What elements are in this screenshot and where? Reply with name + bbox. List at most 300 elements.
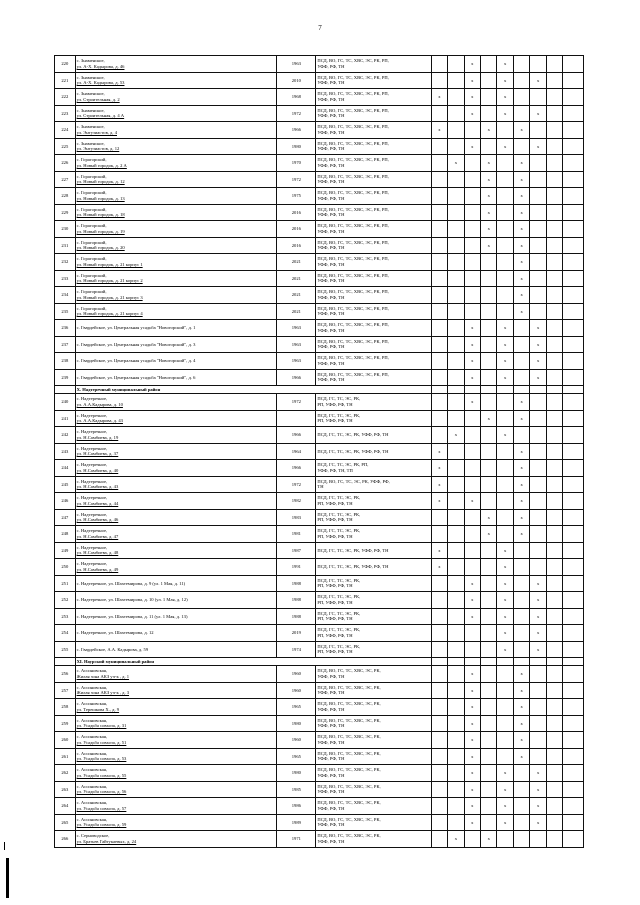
works-line-1: ПСД, ВО, ГС, ТС, ХВС, ЭС, РК, РП, [317, 140, 389, 146]
table-row [55, 89, 584, 106]
year-plan-cell: x [513, 221, 529, 238]
year-cell: 1988 [277, 575, 316, 592]
year-plan-cell [563, 493, 584, 510]
year-plan-cell: x [448, 831, 464, 848]
year-plan-cell [546, 608, 562, 625]
works-line-2: РП, УФФ, РФ, ТН [317, 583, 353, 589]
row-number: 259 [55, 715, 76, 732]
year-cell: 1980 [277, 138, 316, 155]
works-line-1: ПСД, ВО, ГС, ТС, ХВС, ЭС, РК, РП, [317, 338, 389, 344]
row-number: 231 [55, 237, 76, 254]
year-plan-cell [448, 122, 464, 139]
year-plan-cell [431, 592, 447, 609]
year-plan-cell: x [513, 443, 529, 460]
year-plan-cell [530, 559, 546, 576]
year-plan-cell: x [464, 715, 480, 732]
section-empty-cell [431, 658, 447, 666]
works-line-2: УФФ, РФ, ТН [317, 690, 345, 696]
row-number: 225 [55, 138, 76, 155]
address-cell [75, 237, 277, 254]
year-cell: 1988 [277, 592, 316, 609]
year-plan-cell [563, 625, 584, 642]
row-number: 228 [55, 188, 76, 205]
works-cell [316, 682, 431, 699]
address-line-1: с. Горагорский, [76, 239, 107, 245]
year-plan-cell [530, 155, 546, 172]
year-plan-cell [546, 814, 562, 831]
row-number: 229 [55, 204, 76, 221]
works-line-2: УФФ, РФ, ТН [317, 146, 345, 152]
year-cell: 1985 [277, 781, 316, 798]
works-cell [316, 155, 431, 172]
year-plan-cell [546, 666, 562, 683]
year-plan-cell [448, 666, 464, 683]
address-line-2: ул. А.А.Кадырова, д. 10 [76, 401, 123, 407]
year-plan-cell: x [464, 575, 480, 592]
address-line-2: ул. Братьев Гайтукаевых, д. 24 [76, 838, 137, 844]
works-cell [316, 509, 431, 526]
year-plan-cell [497, 460, 513, 477]
year-plan-cell [431, 303, 447, 320]
year-plan-cell [448, 303, 464, 320]
year-plan-cell: x [513, 410, 529, 427]
year-cell: 2010 [277, 72, 316, 89]
year-cell: 2016 [277, 237, 316, 254]
year-plan-cell [481, 682, 497, 699]
address-line-2: ул. Усадьба совхоза, д. 59 [76, 822, 127, 828]
year-plan-cell [546, 287, 562, 304]
year-plan-cell [530, 542, 546, 559]
works-line-2: УФФ, РФ, ТН [317, 377, 345, 383]
table-row [55, 509, 584, 526]
works-line-2: УФФ, РФ, ТН [317, 278, 345, 284]
works-line-2: УФФ, РФ, ТН [317, 327, 345, 333]
works-cell [316, 542, 431, 559]
year-plan-cell [546, 138, 562, 155]
works-line-2: РП, УФФ, РФ, ТН [317, 599, 353, 605]
works-cell [316, 105, 431, 122]
year-plan-cell [448, 575, 464, 592]
works-cell [316, 270, 431, 287]
year-plan-cell [497, 270, 513, 287]
year-cell: 1986 [277, 798, 316, 815]
year-plan-cell: x [481, 237, 497, 254]
year-plan-cell [481, 666, 497, 683]
works-cell [316, 715, 431, 732]
year-plan-cell [431, 287, 447, 304]
year-plan-cell: x [497, 781, 513, 798]
year-plan-cell: x [530, 72, 546, 89]
works-line-2: УФФ, РФ, ТН [317, 805, 345, 811]
year-plan-cell [497, 493, 513, 510]
year-cell: 1987 [277, 542, 316, 559]
year-plan-cell [481, 254, 497, 271]
address-line-1: с. Надтеречное, [76, 445, 108, 451]
row-number: 251 [55, 575, 76, 592]
works-cell [316, 171, 431, 188]
works-line-1: ПСД, ВО, ГС, ТС, ХВС, ЭС, РК, [317, 767, 381, 773]
year-plan-cell: x [431, 476, 447, 493]
year-plan-cell [546, 89, 562, 106]
row-number: 244 [55, 460, 76, 477]
year-plan-cell [546, 798, 562, 815]
year-plan-cell [563, 105, 584, 122]
works-cell [316, 765, 431, 782]
year-plan-cell [448, 105, 464, 122]
year-cell: 1972 [277, 105, 316, 122]
year-plan-cell [497, 188, 513, 205]
year-plan-cell [481, 303, 497, 320]
works-line-1: ПСД, ГС, ТС, ЭС, РК, [317, 610, 361, 616]
year-plan-cell [448, 765, 464, 782]
year-plan-cell [448, 270, 464, 287]
year-plan-cell [563, 320, 584, 337]
year-plan-cell [530, 443, 546, 460]
year-plan-cell [546, 682, 562, 699]
address-line-1: с. Горагорский, [76, 289, 107, 295]
year-plan-cell [431, 732, 447, 749]
row-number: 226 [55, 155, 76, 172]
year-plan-cell [481, 592, 497, 609]
works-line-1: ПСД, ГС, ТС, ЭС, РК, [317, 495, 361, 501]
year-plan-cell: x [497, 353, 513, 370]
works-line-1: ПСД, ГС, ТС, ЭС, РК, [317, 412, 361, 418]
year-plan-cell: x [513, 287, 529, 304]
table-row [55, 608, 584, 625]
year-plan-cell: x [481, 188, 497, 205]
year-plan-cell: x [481, 122, 497, 139]
year-plan-cell [546, 105, 562, 122]
address-line-2: ул. Н.Самбиева, д. 46 [76, 517, 119, 523]
works-cell [316, 575, 431, 592]
address-cell [75, 410, 277, 427]
address-line-2: ул. Н.Самбиева, д. 48 [76, 550, 119, 556]
year-plan-cell [431, 221, 447, 238]
year-plan-cell [464, 509, 480, 526]
year-plan-cell: x [513, 732, 529, 749]
year-plan-cell [563, 682, 584, 699]
year-plan-cell [448, 287, 464, 304]
year-plan-cell [546, 353, 562, 370]
works-cell [316, 559, 431, 576]
year-plan-cell: x [481, 155, 497, 172]
year-plan-cell [546, 641, 562, 658]
table-row [55, 303, 584, 320]
works-line-1: ПСД, ГС, ТС, ЭС, РК, УФФ, РФ, ТН [317, 564, 389, 570]
table-row [55, 122, 584, 139]
year-plan-cell [448, 320, 464, 337]
year-plan-cell [530, 410, 546, 427]
year-plan-cell [481, 641, 497, 658]
year-cell: 1963 [277, 353, 316, 370]
year-plan-cell [481, 748, 497, 765]
works-line-1: ПСД, ВО, ГС, ТС, ХВС, ЭС, РК, РП, [317, 256, 389, 262]
works-cell [316, 287, 431, 304]
year-plan-cell [464, 625, 480, 642]
works-line-1: ПСД, ВО, ГС, ТС, ХВС, ЭС, РК, РП, [317, 322, 389, 328]
row-number: 234 [55, 287, 76, 304]
year-cell: 1980 [277, 765, 316, 782]
row-number: 230 [55, 221, 76, 238]
address-line-1: с. Знаменское, [76, 107, 105, 113]
address-line-1: с. Горагорский, [76, 305, 107, 311]
year-plan-cell [546, 369, 562, 386]
address-line-2: ул. Строительная, д. 2 [76, 96, 120, 102]
year-plan-cell [563, 155, 584, 172]
works-line-2: УФФ, РФ, ТН [317, 344, 345, 350]
year-plan-cell [464, 443, 480, 460]
year-cell: 1964 [277, 443, 316, 460]
address-cell [75, 369, 277, 386]
works-line-1: ПСД, ВО, ГС, ТС, ХВС, ЭС, РК, РП, [317, 91, 389, 97]
year-plan-cell [431, 155, 447, 172]
year-plan-cell [497, 394, 513, 411]
table-row [55, 155, 584, 172]
year-plan-cell: x [497, 369, 513, 386]
row-number: 239 [55, 369, 76, 386]
year-plan-cell: x [481, 204, 497, 221]
row-number: 258 [55, 699, 76, 716]
year-plan-cell [563, 122, 584, 139]
row-number: 224 [55, 122, 76, 139]
year-plan-cell [563, 89, 584, 106]
year-plan-cell: x [513, 476, 529, 493]
year-plan-cell [431, 699, 447, 716]
margin-bar [6, 858, 9, 898]
year-plan-cell [448, 592, 464, 609]
address-cell [75, 443, 277, 460]
year-plan-cell [546, 410, 562, 427]
year-plan-cell: x [497, 542, 513, 559]
works-line-1: ПСД, ГС, ТС, ЭС, РК, [317, 643, 361, 649]
year-plan-cell: x [513, 122, 529, 139]
address-cell [75, 559, 277, 576]
year-plan-cell [464, 303, 480, 320]
year-plan-cell [563, 781, 584, 798]
year-plan-cell: x [431, 443, 447, 460]
year-plan-cell [464, 427, 480, 444]
address-line-2: ул. Н.Самбиева, д. 40 [76, 467, 119, 473]
year-plan-cell [481, 699, 497, 716]
year-plan-cell [546, 155, 562, 172]
year-plan-cell [563, 608, 584, 625]
year-plan-cell: x [497, 56, 513, 73]
year-plan-cell: x [513, 699, 529, 716]
row-number: 232 [55, 254, 76, 271]
works-line-2: УФФ, РФ, ТН [317, 706, 345, 712]
address-line-1: с. Горагорский, [76, 223, 107, 229]
year-plan-cell [481, 765, 497, 782]
address-cell [75, 765, 277, 782]
year-plan-cell: x [464, 105, 480, 122]
address-cell [75, 542, 277, 559]
address-line-2: ул. Новый городок, д. 21 корпус 1 [76, 261, 143, 267]
address-line-2: ул. Н.Самбиева, д. 44 [76, 500, 119, 506]
year-plan-cell [448, 798, 464, 815]
year-plan-cell: x [530, 608, 546, 625]
year-plan-cell [448, 625, 464, 642]
year-plan-cell [431, 105, 447, 122]
year-plan-cell [546, 122, 562, 139]
works-line-1: ПСД, ВО, ГС, ТС, ХВС, ЭС, РК, РП, [317, 157, 389, 163]
year-plan-cell: x [497, 320, 513, 337]
year-plan-cell [497, 303, 513, 320]
year-plan-cell [546, 56, 562, 73]
row-number: 263 [55, 781, 76, 798]
year-plan-cell [481, 369, 497, 386]
year-plan-cell [530, 188, 546, 205]
address-line-1: с. Знаменское, [76, 124, 105, 130]
year-plan-cell: x [497, 592, 513, 609]
year-cell: 2016 [277, 204, 316, 221]
address-line-1: с. Ассиновская, [76, 783, 108, 789]
year-plan-cell [431, 641, 447, 658]
address-line-1: с. Гвардейское, ул. Центральная усадьба "Новогорский", д. 3 [76, 341, 196, 347]
address-line-1: с. Ассиновская, [76, 668, 108, 674]
works-line-1: ПСД, ВО, ГС, ТС, ХВС, ЭС, РК, РП, [317, 223, 389, 229]
works-line-2: УФФ, РФ, ТН [317, 739, 345, 745]
address-line-1: с. Гвардейское, А.А. Кадырова, д. 59 [76, 646, 149, 652]
works-cell [316, 56, 431, 73]
year-plan-cell: x [530, 592, 546, 609]
year-plan-cell [546, 72, 562, 89]
table-row [55, 798, 584, 815]
year-plan-cell [481, 575, 497, 592]
year-plan-cell [481, 608, 497, 625]
address-cell [75, 641, 277, 658]
year-plan-cell [563, 204, 584, 221]
year-plan-cell: x [513, 155, 529, 172]
address-cell [75, 155, 277, 172]
year-plan-cell: x [497, 814, 513, 831]
year-cell: 2021 [277, 287, 316, 304]
address-line-2: ул. А-Х. Кадырова, д. 53 [76, 80, 125, 86]
works-line-2: РП, УФФ, РФ, ТН [317, 649, 353, 655]
works-line-2: РП, УФФ, РФ, ТН [317, 401, 353, 407]
row-number: 222 [55, 89, 76, 106]
year-plan-cell [530, 287, 546, 304]
year-plan-cell: x [431, 542, 447, 559]
row-number: 233 [55, 270, 76, 287]
year-plan-cell [563, 765, 584, 782]
year-plan-cell [431, 682, 447, 699]
year-plan-cell [431, 394, 447, 411]
row-number: 243 [55, 443, 76, 460]
year-plan-cell [546, 221, 562, 238]
address-line-2: ул. Усадьба совхоза, д. 31 [76, 723, 127, 729]
year-cell: 1966 [277, 460, 316, 477]
works-line-1: ПСД, ВО, ГС, ТС, ХВС, ЭС, РК, [317, 750, 381, 756]
address-cell [75, 221, 277, 238]
year-plan-cell [448, 221, 464, 238]
address-line-1: с. Надтеречное, [76, 528, 108, 534]
address-cell [75, 575, 277, 592]
works-line-1: ПСД, ВО, ГС, ТС, ХВС, ЭС, РК, [317, 783, 381, 789]
year-plan-cell [431, 575, 447, 592]
works-cell [316, 443, 431, 460]
works-cell [316, 781, 431, 798]
address-line-2: ул. А-Х. Кадырова, д. 46 [76, 63, 125, 69]
year-plan-cell [448, 336, 464, 353]
table-row [55, 682, 584, 699]
year-plan-cell [546, 715, 562, 732]
year-plan-cell [546, 270, 562, 287]
row-number: 260 [55, 732, 76, 749]
works-cell [316, 699, 431, 716]
works-cell [316, 410, 431, 427]
works-cell [316, 476, 431, 493]
works-line-1: ПСД, ВО, ГС, ТС, ХВС, ЭС, РК, [317, 717, 381, 723]
row-number: 257 [55, 682, 76, 699]
year-plan-cell [513, 138, 529, 155]
year-plan-cell [546, 394, 562, 411]
address-line-1: с. Ассиновская, [76, 767, 108, 773]
address-cell [75, 105, 277, 122]
row-number: 241 [55, 410, 76, 427]
year-plan-cell [497, 155, 513, 172]
works-cell [316, 254, 431, 271]
year-plan-cell [448, 443, 464, 460]
year-plan-cell [513, 765, 529, 782]
address-line-1: с. Ассиновская, [76, 701, 108, 707]
address-line-1: с. Надтеречное, ул. Шахтемирова, д. 10 (ул. 1 Мая, д. 12) [76, 597, 188, 603]
year-plan-cell: x [481, 171, 497, 188]
year-plan-cell [563, 526, 584, 543]
works-line-1: ПСД, ВО, ГС, ТС, ХВС, ЭС, РК, РП, [317, 289, 389, 295]
year-plan-cell: x [530, 641, 546, 658]
year-plan-cell [431, 831, 447, 848]
year-plan-cell: x [464, 72, 480, 89]
year-plan-cell [497, 476, 513, 493]
works-line-2: УФФ, РФ, ТН [317, 838, 345, 844]
year-plan-cell: x [464, 320, 480, 337]
table-row [55, 732, 584, 749]
year-plan-cell [448, 394, 464, 411]
year-plan-cell [563, 303, 584, 320]
year-plan-cell [530, 171, 546, 188]
year-plan-cell [481, 353, 497, 370]
year-plan-cell [431, 765, 447, 782]
year-cell: 1983 [277, 509, 316, 526]
year-plan-cell: x [497, 72, 513, 89]
year-plan-cell [563, 369, 584, 386]
year-plan-cell [448, 542, 464, 559]
year-plan-cell [448, 410, 464, 427]
year-plan-cell [563, 287, 584, 304]
address-line-1: с. Надтеречное, [76, 495, 108, 501]
table-row [55, 204, 584, 221]
row-number: 252 [55, 592, 76, 609]
year-plan-cell [513, 592, 529, 609]
year-plan-cell [563, 171, 584, 188]
year-plan-cell: x [464, 699, 480, 716]
year-plan-cell [563, 476, 584, 493]
year-plan-cell [497, 410, 513, 427]
year-plan-cell [481, 559, 497, 576]
year-plan-cell: x [431, 559, 447, 576]
address-line-1: с. Горагорский, [76, 272, 107, 278]
address-line-1: с. Серноводское, [76, 833, 110, 839]
year-plan-cell [563, 666, 584, 683]
year-plan-cell [431, 608, 447, 625]
year-plan-cell: x [530, 369, 546, 386]
address-line-2: ул. Новый городок, д. 21 корпус 4 [76, 311, 143, 317]
works-line-2: РП, УФФ, РФ, ТН [317, 632, 353, 638]
year-plan-cell [513, 56, 529, 73]
year-plan-cell [448, 526, 464, 543]
year-plan-cell [513, 369, 529, 386]
table-row [55, 493, 584, 510]
